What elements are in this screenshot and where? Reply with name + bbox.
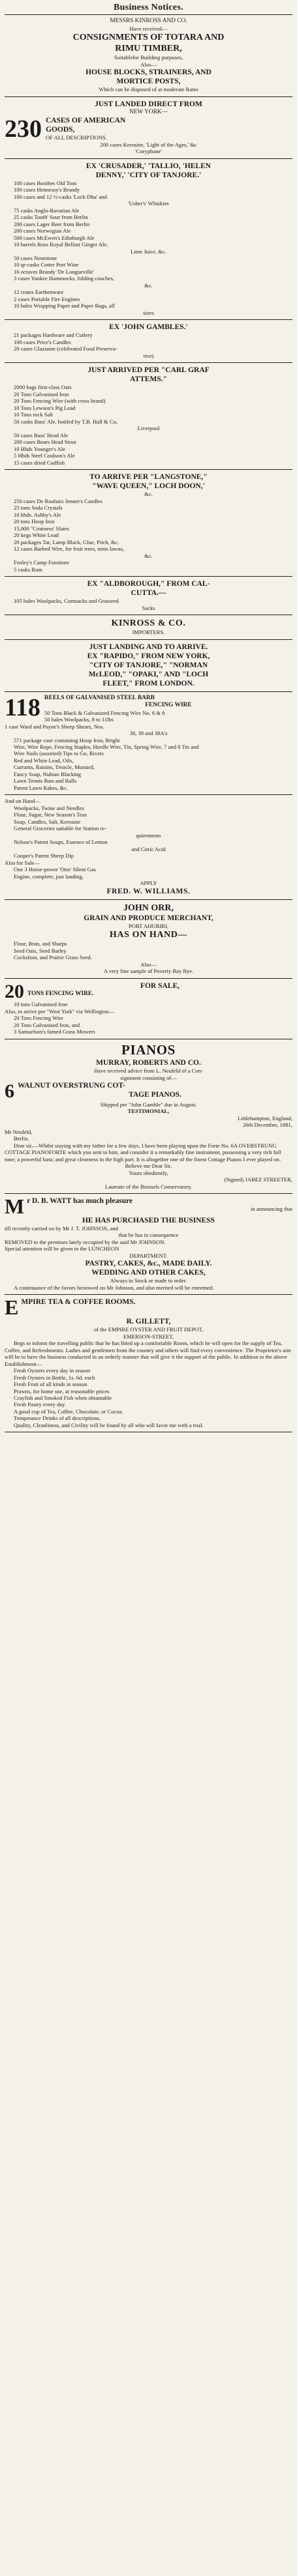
ad-line: 50 casks Bass' Ale, bottled by T.B. Hall & Co, xyxy=(14,418,118,425)
ad-line: Patent Lawn Rakes, &c. xyxy=(14,784,69,791)
ad-line: 'Usher's' Whiskies xyxy=(128,200,169,207)
ad-line: of the EMPIRE OYSTER AND FRUIT DEPOT, xyxy=(93,1326,204,1333)
ad-line: Fancy Soap, Nubian Blacking xyxy=(14,770,82,777)
ad-line: DENNY,' 'CITY OF TANJORE.' xyxy=(95,171,202,179)
ad-line: APPLY xyxy=(140,880,157,887)
ad-line: in announcing that xyxy=(251,1206,292,1213)
ad-line: 16 octaves Brandy 'De Longueville' xyxy=(14,268,94,275)
ad-line: 12 crates Earthenware xyxy=(14,289,64,296)
ad-line: CASES OF AMERICAN xyxy=(46,117,126,125)
ad-line: 20 Tons Galvanised Iron xyxy=(14,390,69,398)
ad-line: 20 tons Hoop Iron xyxy=(14,518,55,525)
ad-line: 5 casks Rum xyxy=(14,566,42,573)
ad-numbered-block xyxy=(5,695,292,730)
ad-line: TONS FENCING WIRE. xyxy=(27,990,94,997)
ad-line: Wire Nails (assorted) Tips to Go, Rivets xyxy=(14,750,104,757)
ad-line: HOUSE BLOCKS, STRAINERS, AND xyxy=(86,68,211,77)
ad-line: 10 Tons Lewson's Pig Lead xyxy=(14,404,76,411)
ad-separator-rule xyxy=(5,691,292,692)
ad-line: that he has in consequence xyxy=(118,1232,179,1239)
ad-line: DEPARTMENT. xyxy=(129,1252,168,1259)
advertisement-carl-graf xyxy=(5,364,292,468)
ad-line: GOODS, xyxy=(46,126,75,134)
ad-line: A very fine sample of Poverty Bay Rye. xyxy=(103,968,194,975)
ad-line: TO ARRIVE PER "LANGSTONE," xyxy=(89,473,208,482)
ad-line: FENCING WIRE xyxy=(145,702,192,709)
ad-line: 20 cases Glaziaine (celebrated Food Preserva- xyxy=(14,345,117,353)
ad-line: 200 cases Kerosine, 'Light of the Ages,' &c xyxy=(100,141,197,148)
ad-line: Fenley's Camp Furniture xyxy=(14,559,70,566)
advertisement-for-sale-fencing xyxy=(5,980,292,1037)
ad-line: IMPORTERS. xyxy=(132,629,165,636)
ad-line: 50 cases Neurstone xyxy=(14,255,57,261)
ad-line: sizes xyxy=(143,309,154,316)
ad-line: One 3 Horse-power 'Otto' Silent Gas xyxy=(14,866,97,873)
ad-line: FRED. W. WILLIAMS. xyxy=(106,887,191,895)
ad-line: CUTTA.— xyxy=(131,589,166,598)
ad-line: Quality, Cleanliness, and Civility will be found by all who will favor me with a trial. xyxy=(14,1421,204,1428)
ad-line: Fresh Fruit of all kinds in season xyxy=(14,1381,87,1388)
ad-line: EX "ALDBOROUGH," FROM CAL- xyxy=(87,580,210,588)
ad-line: 10 barrels Ross Royal Belfast Ginger Ale, xyxy=(14,241,108,248)
ad-line: JUST ARRIVED PER "CARL GRAF xyxy=(87,366,210,375)
ad-line: 50 Tons Black & Galvanized Fencing Wire No. 6 & 8 xyxy=(44,709,165,716)
ad-line: and Citric Acid xyxy=(131,845,166,852)
ad-line: Fresh Oysters every day in season xyxy=(14,1367,91,1374)
ad-line: 3 Samuelson's famed Grass Mowers xyxy=(14,1028,95,1035)
ad-line: 200 cases Norwegian Ale xyxy=(14,227,71,235)
ad-line: 100 cases Price's Candles xyxy=(14,338,71,345)
advertisement-just-landed-ny xyxy=(5,98,292,157)
ad-line: JUST LANDING AND TO ARRIVE. xyxy=(89,643,208,651)
advertisement-john-orr xyxy=(5,901,292,977)
ad-line: Soap, Candles, Salt, Kerosine xyxy=(14,818,81,825)
ad-line: EX "RAPIDO," FROM NEW YORK, xyxy=(87,652,210,660)
ad-line: WEDDING AND OTHER CAKES, xyxy=(91,1269,206,1277)
ad-line: 200 cases Boars Head Stout xyxy=(14,439,76,446)
ad-line: Red and White Lead, Oils, xyxy=(14,757,74,764)
ad-line: GRAIN AND PRODUCE MERCHANT, xyxy=(84,914,213,922)
ad-numbered-block xyxy=(5,116,292,141)
advertisement-ex-john-gambles xyxy=(5,321,292,361)
ad-line: 75 casks Anglo-Bavarian Ale xyxy=(14,207,80,214)
ad-line: Have received— xyxy=(129,25,168,32)
ad-line: 15,000 "Coutness' Slates xyxy=(14,525,70,532)
ad-line: Lawn Tennis Bats and Balls xyxy=(14,777,77,785)
ad-separator-rule xyxy=(5,794,292,795)
ad-line: 2000 bags first-class Oats xyxy=(14,384,72,391)
ad-line: 2 cases Portable Fire Engines xyxy=(14,295,80,302)
ad-line: Nelson's Patent Soups, Essence of Lemon xyxy=(14,839,108,846)
ad-line: TESTIMONIAL, xyxy=(127,1108,170,1115)
advertisement-pianos xyxy=(5,1041,292,1192)
ad-drop-cap: E xyxy=(5,1295,19,1320)
ad-line: NEW YORK— xyxy=(129,108,168,115)
ad-line: Cooper's Patent Sheep Dip xyxy=(14,852,74,860)
ad-line: JOHN ORR, xyxy=(123,903,174,913)
ad-line: Lime Juice, &c. xyxy=(131,248,166,255)
ad-line: MESSRS KINROSS AND CO. xyxy=(110,18,187,25)
ad-line: Woolpacks, Twine and Needles xyxy=(14,804,84,811)
ad-separator-rule xyxy=(5,362,292,363)
ad-line: quirements xyxy=(136,832,161,839)
ad-large-number: 6 xyxy=(5,1080,14,1103)
ad-line: Begs to inform the travelling public that he has fitted up a comfortable Room, which he will open for the supply of Tea, Coffee, and Refreshments. Ladies and gentlemen from the country and others will find every convenience. The Proprietor's aim will be to have the business conducted in an orderly manner that will give it the support of the public. In addition to the above Establishment— xyxy=(5,1340,291,1367)
ad-line: &c. xyxy=(144,552,153,559)
ad-line: Temperance Drinks of all descriptions. xyxy=(14,1415,101,1422)
advertisement-rapido xyxy=(5,641,292,690)
ad-large-number: 118 xyxy=(5,693,40,721)
ad-line: 10 Hhds Younger's Ale xyxy=(14,445,65,452)
ad-line: RIMU TIMBER, xyxy=(115,44,182,54)
ad-line: MURRAY, ROBERTS AND CO. xyxy=(96,1059,201,1067)
ad-numbered-block xyxy=(5,1194,292,1219)
ad-line: Wire, Wire Rope, Fencing Staples, Hurdle Wire, Tin, Spring Wire, 7 and 8 Tin and xyxy=(14,744,199,750)
advertisement-aldborough xyxy=(5,578,292,613)
advertisement-galvanised-barb xyxy=(5,693,292,794)
title-rule xyxy=(5,14,292,15)
ad-line: 500 cases McEwen's Edinburgh Ale xyxy=(14,234,95,241)
ad-line: And on Hand— xyxy=(5,798,40,805)
ad-line: Also, to arrive per "West York" via Wellington— xyxy=(5,1007,115,1015)
ad-line: A good cup of Tea, Coffee, Chocolate, or Cocoa. xyxy=(14,1408,123,1415)
ad-line: Fresh Oysters in Bottle, 1s. 6d. each xyxy=(14,1374,95,1381)
ad-separator-rule xyxy=(5,319,292,320)
ad-line: Have received advice from L. Neufeld of a Con- xyxy=(94,1067,203,1075)
ad-line: 20 Tons Fencing Wire xyxy=(14,1015,63,1022)
ad-line: 3 cases Yankee Hammocks, folding couches, xyxy=(14,275,115,282)
ad-line: (Signed) JABEZ STREETER, xyxy=(224,1176,292,1183)
ad-line: General Groceries suitable for Station re- xyxy=(14,825,106,832)
ad-line: Flour, Sugar, New Season's Teas xyxy=(14,811,87,818)
ad-separator-rule xyxy=(5,978,292,979)
advertisement-watt xyxy=(5,1195,292,1293)
ad-line: OF ALL DESCRIPTIONS. xyxy=(46,134,107,141)
ad-line: 571 package case containing Hoop Iron, Bright xyxy=(14,736,120,744)
ad-line: MPIRE TEA & COFFEE ROOMS. xyxy=(21,1298,136,1307)
ad-line: Seed Oats, Seed Barley xyxy=(14,947,67,954)
ad-line: 5 Hhds Steel Coulson's Ale xyxy=(14,452,75,459)
ad-line: ATTEMS." xyxy=(130,375,167,384)
ad-separator-rule xyxy=(5,96,292,97)
ad-line: REMOVED to the premises lately occupied by the said Mr JOHNSON. xyxy=(5,1238,166,1245)
ad-line: &c. xyxy=(144,491,153,498)
ad-line: Cocksfoot, and Prairie Grass Seed. xyxy=(14,954,92,961)
ad-line: HE HAS PURCHASED THE BUSINESS xyxy=(82,1216,215,1224)
ad-line: 100 cases Boothes Old Tom xyxy=(14,179,77,186)
advertisement-empire xyxy=(5,1296,292,1430)
ad-line: Shipped per "John Gamble" due in August. xyxy=(100,1101,197,1108)
ad-line: FLEET," FROM LONDON. xyxy=(102,679,195,687)
ad-line: 200 cases Lager Beer from Berlin xyxy=(14,220,90,227)
ad-line: 'Corypbane' xyxy=(135,148,162,155)
ad-line: 20 Tons Galvanised Iron, and xyxy=(14,1021,80,1028)
ad-line: Currants, Raisins, Treacle, Mustard, xyxy=(14,764,95,771)
ad-line: Prawns, for home use, at reasonable prices xyxy=(14,1387,110,1395)
ad-line: Berlin. xyxy=(14,1135,29,1142)
ad-line: EX 'JOHN GAMBLES.' xyxy=(109,323,188,332)
ad-line: 10 tons Galvanised Iron xyxy=(14,1001,68,1008)
ad-separator-rule xyxy=(5,639,292,640)
ad-line: REELS OF GALVANISED STEEL BARB xyxy=(44,694,155,701)
ad-line: 105 bales Woolpacks, Cornsacks and Grasseed xyxy=(14,598,119,605)
ad-line: EMERSON-STREET, xyxy=(123,1333,174,1340)
advertisement-langstone xyxy=(5,471,292,575)
ad-line: PIANOS xyxy=(121,1041,176,1058)
ad-line: Crayfish and Smoked Fish when obtainable xyxy=(14,1394,112,1401)
ad-numbered-block xyxy=(5,981,292,1002)
ad-line: 10 hhds. Ashby's Ale xyxy=(14,511,61,518)
ad-line: 25 tons Soda Crystals xyxy=(14,504,63,512)
ad-line: Fresh Pastry every day xyxy=(14,1401,65,1408)
ad-line: Which can be disposed of at moderate Rates xyxy=(99,86,198,93)
ad-large-number: 230 xyxy=(5,115,42,143)
ad-line: KINROSS & CO. xyxy=(111,618,186,628)
ad-line: WALNUT OVERSTRUNG COT- xyxy=(18,1082,125,1090)
ad-line: Special attention will be given to the LUNCHEON xyxy=(5,1245,119,1252)
ad-separator-rule xyxy=(5,899,292,900)
ad-line: R. GILLETT, xyxy=(126,1318,171,1326)
ad-line: CONSIGNMENTS OF TOTARA AND xyxy=(72,33,225,43)
ad-line: 25 casks Tooth' Sour from Berlin xyxy=(14,214,88,221)
ad-line: "CITY OF TANJORE," "NORMAN xyxy=(89,661,208,669)
ad-line: 20 packages Tar, Lamp Black, Glue, Pitch, &c. xyxy=(14,538,119,545)
advertisements-column xyxy=(5,16,292,1432)
ad-line: 10 Tons rock Salt xyxy=(14,411,54,418)
ad-line: "WAVE QUEEN," LOCH DOON,' xyxy=(92,482,205,491)
ad-line: till recently carried on by Mr J. T. JOHNSON, and xyxy=(5,1224,118,1232)
ad-line: Suitablefor Building purposes, xyxy=(114,54,183,61)
ad-line: FOR SALE, xyxy=(140,981,180,990)
ad-line: 12 cases Barbed Wire, for fruit trees, tents lawns, xyxy=(14,545,125,553)
ad-line: Laureate of the Brussels Conservatory. xyxy=(104,1183,193,1190)
ad-line: signment consisting of— xyxy=(120,1074,177,1081)
ad-large-number: 20 xyxy=(5,980,24,1002)
ad-line: PORT AHURIRI, xyxy=(129,922,168,929)
ad-separator-rule xyxy=(5,469,292,470)
ad-numbered-block xyxy=(5,1081,292,1101)
ad-line: 50 cases Bass' Head Ale xyxy=(14,431,69,439)
ad-line: A continuance of the favors bestowed on Mr Johnson, and also merited will be esteemed. xyxy=(14,1284,214,1291)
ad-line: Liverpool xyxy=(137,425,160,432)
ad-line: Flour, Bran, and Sharps xyxy=(14,940,67,948)
ad-line: EX 'CRUSADER,' 'TALLIO, 'HELEN xyxy=(86,162,211,170)
ad-line: 26th December, 1881, xyxy=(242,1122,292,1129)
ad-separator-rule xyxy=(5,1193,292,1194)
ad-line: Littlehampton, England, xyxy=(238,1114,292,1122)
ad-line: 100 cases Hennessy's Brandy xyxy=(14,186,80,194)
ad-line: JUST LANDED DIRECT FROM xyxy=(95,100,202,108)
ad-line: 10 bales Wrapping Paper and Paper Bags, all xyxy=(14,302,115,310)
ad-line: 15 cases dried Codfish xyxy=(14,459,65,466)
ad-line: TAGE PIANOS. xyxy=(129,1091,181,1099)
ad-line: 100 cases and 12 ½-casks 'Loch Dhu' and xyxy=(14,193,107,200)
ad-line: 50 bales Woolpacks, 8 to 11lbs xyxy=(44,716,114,723)
ad-line: tive) xyxy=(143,352,154,359)
ad-line: Also— xyxy=(140,61,157,68)
ad-line: Believe me Dear Sir, xyxy=(125,1163,172,1170)
ad-line: 10 qr-casks Cotter Port Wine xyxy=(14,261,79,268)
advertisement-kinross-importers xyxy=(5,616,292,638)
ad-line: Dear sir,—Whilst staying with my father for a few days, I have been playing upon the Forte No. 6A OVERSTRUNG COTTAGE PIANOFORTE which you sent to him, and consider it a remarkably fine instrument, possessing a very rich full tone; a powerful bass; and great clearness in the high part. It is altogether one of the finest Cottage Pianos I ever played on. xyxy=(5,1142,281,1163)
page-title: Business Notices. xyxy=(114,3,183,12)
ad-line: Mr Neufeld, xyxy=(5,1128,33,1135)
advertisement-and-on-hand xyxy=(5,796,292,897)
ad-line: Engine, complete, just landing, xyxy=(14,873,84,880)
advertisement-kinross-totara xyxy=(5,16,292,95)
ad-line: 1 case Ward and Payne's Sheep Shears, Nos. xyxy=(5,723,104,730)
ad-line: 38, 39 and 38A's xyxy=(129,730,168,737)
ad-line: &c. xyxy=(144,282,153,289)
ad-numbered-block xyxy=(5,1295,292,1320)
ad-line: Sacks xyxy=(142,604,155,611)
ad-line: 20 kegs White Lead xyxy=(14,532,59,539)
ad-line: Yours obediently, xyxy=(129,1169,168,1176)
ad-separator-rule xyxy=(5,1294,292,1295)
ad-line: PASTRY, CAKES, &c., MADE DAILY. xyxy=(85,1260,212,1268)
ad-line: 21 packages Hardware and Cutlery xyxy=(14,332,93,339)
ad-line: McLEOD," "OPAKI," AND "LOCH xyxy=(88,670,209,678)
ad-line: MORTICE POSTS, xyxy=(116,78,181,86)
ad-drop-cap: M xyxy=(5,1194,25,1219)
ad-separator-rule xyxy=(5,576,292,577)
ad-line: r D. B. WATT has much pleasure xyxy=(27,1197,133,1206)
ad-line: Also— xyxy=(140,961,157,968)
ad-separator-rule xyxy=(5,158,292,159)
ad-line: HAS ON HAND— xyxy=(109,930,188,940)
ad-line: 250 cases De Roubaix Jenner's Candles xyxy=(14,497,102,504)
advertisement-ex-crusader xyxy=(5,160,292,319)
ad-line: Also for Sale— xyxy=(5,859,40,866)
ad-line: Always in Stock or made to order. xyxy=(110,1277,187,1284)
ad-line: 20 Tons Fencing Wire (with cross brand) xyxy=(14,398,106,405)
